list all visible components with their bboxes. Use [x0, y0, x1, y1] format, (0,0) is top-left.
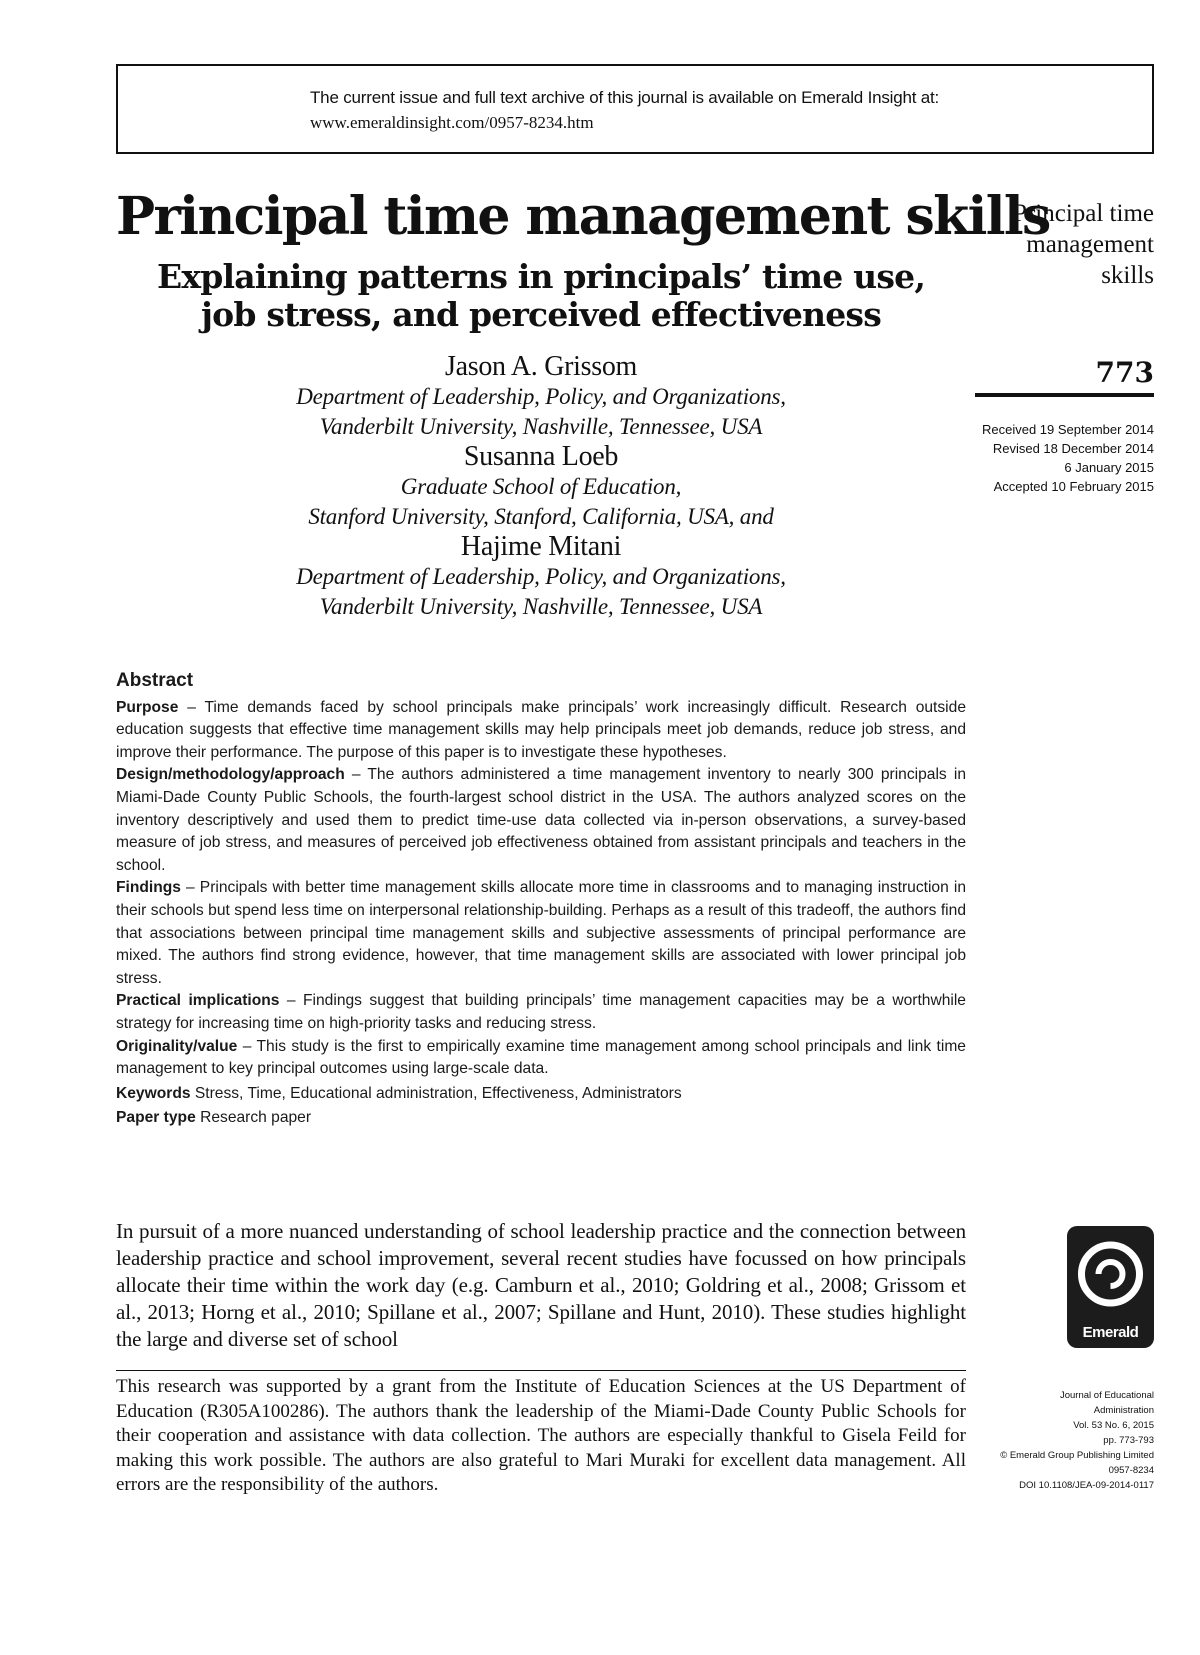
emerald-logo [1067, 1226, 1154, 1348]
date-revised: Revised 18 December 2014 [992, 441, 1154, 456]
paper-type-text: Research paper [195, 1109, 312, 1127]
abstract-findings-text: – Principals with better time management skills allocate more time in classrooms and to managing instruction in their schools but spend less time on interpersonal relationship-building. Perhaps as a result of this tradeoff, the authors find that associations between principal time management skills and subjective assessments of principal performance are mixed. The authors find strong evidence, however, that time management skills are associated with lower principal job stress. [116, 879, 966, 987]
abstract-purpose [116, 697, 966, 765]
abstract-purpose-label: Purpose [116, 698, 179, 716]
journal-volume: Vol. 53 No. 6, 2015 [1073, 1420, 1154, 1431]
author-affiliation: Graduate School of Education, [400, 474, 682, 499]
article-subtitle [116, 258, 966, 334]
journal-name-cont: Administration [1093, 1405, 1154, 1416]
abstract-practical-label: Practical implications [116, 992, 280, 1010]
page-number: 773 [1095, 356, 1154, 389]
archive-url-link[interactable]: www.emeraldinsight.com/0957-8234.htm [310, 113, 594, 132]
date-received: Received 19 September 2014 [981, 422, 1154, 437]
author-list [116, 352, 966, 622]
running-title [934, 198, 1154, 291]
footnote-divider [116, 1370, 966, 1371]
abstract-keywords [116, 1083, 966, 1106]
author-name: Susanna Loeb [463, 441, 619, 472]
abstract-design-label: Design/methodology/approach [116, 766, 345, 784]
archive-notice-text: The current issue and full text archive of this journal is available on Emerald Insight at: [310, 88, 940, 107]
running-title-line: Principal time [1013, 200, 1154, 227]
date-accepted: Accepted 10 February 2015 [993, 479, 1154, 494]
journal-copyright: © Emerald Group Publishing Limited [1000, 1450, 1154, 1461]
journal-name: Journal of Educational [1059, 1390, 1154, 1401]
abstract-design-text: – The authors administered a time management inventory to nearly 300 principals in Miami-Dade County Public Schools, the fourth-largest school district in the USA. The authors analyzed scores on the inventory descriptively and used them to predict time-use data collected via in-person observations, a survey-based measure of job stress, and measures of perceived job effectiveness obtained from assistant principals and teachers in the school. [116, 766, 966, 874]
abstract-originality-text: – This study is the first to empirically examine time management among school principals and link time management to key principal outcomes using large-scale data. [116, 1037, 966, 1078]
side-divider [975, 393, 1154, 397]
author-affiliation: Department of Leadership, Policy, and Organizations, [296, 564, 786, 589]
abstract-design [116, 764, 966, 877]
article-title: Principal time management skills [116, 186, 1050, 247]
abstract-section [116, 670, 966, 1130]
submission-dates [934, 420, 1154, 496]
footnote: This research was supported by a grant from the Institute of Education Sciences at the US Department of Education (R305A100286). The authors thank the leadership of the Miami-Dade County Public Schools for their cooperation and assistance with data collection. The authors are especially thankful to Gisela Feild for making this work possible. The authors are also grateful to Mari Muraki for excellent data management. All errors are the responsibility of the authors. [116, 1376, 966, 1495]
abstract-originality-label: Originality/value [116, 1037, 238, 1055]
journal-metadata [914, 1388, 1154, 1493]
abstract-purpose-text: – Time demands faced by school principals make principals’ work increasingly difficult. Research outside education suggests that effective time management skills may help principals meet job demands, reduce job stress, and improve their performance. The purpose of this paper is to investigate these hypotheses. [116, 698, 966, 761]
author-affiliation: Department of Leadership, Policy, and Organizations, [296, 384, 786, 409]
paper-type-label: Paper type [116, 1109, 196, 1127]
abstract-heading: Abstract [116, 670, 194, 691]
author-affiliation: Vanderbilt University, Nashville, Tennessee, USA [319, 414, 763, 439]
journal-issn: 0957-8234 [1108, 1465, 1154, 1476]
abstract-practical [116, 990, 966, 1035]
author-affiliation: Vanderbilt University, Nashville, Tennessee, USA [319, 594, 763, 619]
subtitle-line-1: Explaining patterns in principals’ time use, [156, 257, 926, 296]
archive-notice-box [116, 64, 1154, 154]
emerald-swirl-icon [1067, 1226, 1154, 1326]
running-title-line: management [1026, 231, 1154, 258]
abstract-findings [116, 877, 966, 990]
keywords-label: Keywords [116, 1084, 191, 1102]
abstract-practical-text: – Findings suggest that building principals’ time management capacities may be a worthwhile strategy for increasing time on high-priority tasks and reducing stress. [116, 992, 966, 1032]
abstract-paper-type [116, 1107, 966, 1130]
author-affiliation: Stanford University, Stanford, California, USA, and [308, 504, 774, 529]
abstract-findings-label: Findings [116, 879, 181, 897]
journal-pages: pp. 773-793 [1103, 1435, 1154, 1446]
running-title-line: skills [1101, 262, 1154, 289]
logo-label: Emerald [1082, 1324, 1139, 1341]
intro-paragraph: In pursuit of a more nuanced understanding of school leadership practice and the connection between leadership practice and school improvement, several recent studies have focussed on how principals allocate their time within the work day (e.g. Camburn et al., 2010; Goldring et al., 2008; Grissom et al., 2013; Horng et al., 2010; Spillane et al., 2007; Spillane and Hunt, 2010). These studies highlight the large and diverse set of school [116, 1219, 966, 1351]
author-name: Jason A. Grissom [445, 351, 637, 382]
journal-doi: DOI 10.1108/JEA-09-2014-0117 [1019, 1480, 1154, 1491]
author-name: Hajime Mitani [460, 531, 622, 562]
abstract-originality [116, 1036, 966, 1081]
keywords-text: Stress, Time, Educational administration, Effectiveness, Administrators [190, 1084, 682, 1102]
subtitle-line-2: job stress, and perceived effectiveness [201, 295, 881, 334]
date-revised-2: 6 January 2015 [1064, 460, 1154, 475]
